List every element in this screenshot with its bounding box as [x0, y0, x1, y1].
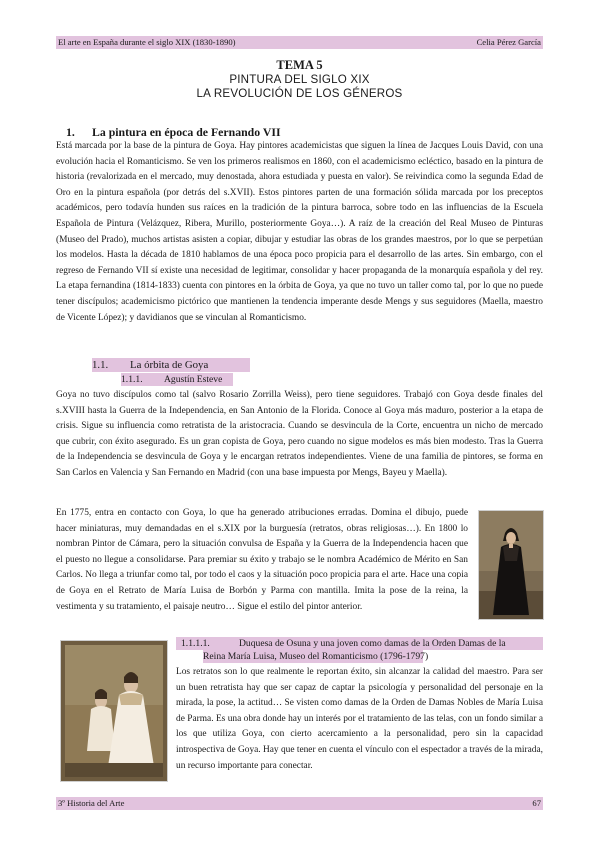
- section-1-1-1-number: 1.1.1.: [121, 374, 143, 385]
- title-subtitle: LA REVOLUCIÓN DE LOS GÉNEROS: [196, 87, 403, 100]
- page-number: 67: [532, 798, 541, 808]
- document-title: [56, 58, 543, 101]
- section-1-1-number: 1.1.: [92, 359, 109, 371]
- footer-course: 3º Historia del Arte: [58, 798, 125, 808]
- duquesa-de-osuna-illustration: [61, 641, 167, 781]
- portrait-maria-luisa-image: [478, 510, 544, 620]
- section-1-1-1-1-title-line-1: Duquesa de Osuna y una joven como damas de la Orden Damas de la: [239, 638, 506, 649]
- title-topic-number: TEMA 5: [276, 58, 323, 72]
- duquesa-de-osuna-painting-image: [60, 640, 168, 782]
- section-1-paragraph: Está marcada por la base de la pintura de Goya. Hay pintores academicistas que siguen la línea de Jacques Louis David, con una evolución hacia el Romanticismo. Se ven los primeros realismos en 1860, con el academicismo ecléctico, basado en la pintura de historia (revalorizada en el mercado, muy denostada, ahora estudiada y puesta en valor). Se reivindica como la segunda Edad de Oro en la pintura española (por detrás del s.XVII). Estos pintores parten de una formación sólida marcada por los preceptos académicos, pero todavía hunden sus raíces en la tradición de la pintura barroca, sobre todo en las influencias de la Escuela Española de Pintura (Velázquez, Ribera, Murillo, posteriormente Goya…). A raíz de la creación del Real Museo de Pinturas (Museo del Prado), muchos artistas asisten a copiar, dibujar y estudiar las obras de los grandes maestros, por lo que se perpetúan los modelos. Hasta la década de 1810 hablamos de una época poco propicia para el desarrollo de las artes. Sin embargo, con el regreso de Fernando VII sí existe una necesidad de legitimar, consolidar y hacer propaganda de la monarquía española y del rey. La etapa fernandina (1814-1833) cuenta con pintores en la órbita de Goya, ya que no tuvo un taller como tal, por lo que no puede tener discípulos; academicismo pictórico que mantienen la tendencia imperante desde Mengs y sus seguidores (Maella, maestro de Vicente López); y davidianos que se vinculan al Romanticismo.: [56, 141, 543, 323]
- section-1-heading: [66, 125, 281, 140]
- portrait-maria-luisa-illustration: [479, 511, 543, 619]
- section-1-1-1-title: Agustín Esteve: [164, 374, 223, 385]
- section-1-1-1-1-heading-line-1: [176, 637, 543, 650]
- section-1-1-1-1-heading: [176, 637, 543, 663]
- header-author: Celia Pérez García: [476, 37, 541, 47]
- section-1-1-1-paragraph-2: En 1775, entra en contacto con Goya, lo que ha generado atribuciones erradas. Domina el dibujo, puede hacer miniaturas, muy demandadas en el s.XIX por la burguesía (retratos, obras religiosas…). En 1800 lo nombran Pintor de Cámara, pero la situación convulsa de España y la Guerra de la Independencia hacen que el puesto no llegue a consolidarse. Para premiar su éxito y trabajo se le nombra Académico de Mérito en San Carlos. No llega a triunfar como tal, por todo el caos y la situación poco propicia para el arte. Hace una copia de Goya en el Retrato de María Luisa de Borbón y Parma con mantilla. Imita la pose de la reina, la vestimenta y su tratamiento, el paisaje neutro… Sigue el estilo del pintor anterior.: [56, 508, 468, 612]
- page-header: [56, 36, 543, 49]
- section-1-1-1-paragraph-1: Goya no tuvo discípulos como tal (salvo Rosario Zorrilla Weiss), pero tiene seguidores. Trabajó con Goya desde finales del s.XVIII hasta la Guerra de la Independencia, en San Antonio de la Florida. Conoce al Goya más maduro, posterior a la etapa de crisis. Sigue su influencia como retratista de la aristocracia. Cuando se desvincula de la Corte, encuentra un nicho de mercado que cubrir, con éxito asegurado. Es un gran copista de Goya, pero cuando no sigue modelos es más bien modesto. Tras la Guerra de la Independencia se desvincula de Goya y le encargan retratos independientes. Viene de una familia de pintores, se forma en San Carlos en Valencia y San Fernando en Madrid (con una base impuesta por Mengs, Bayeu y Maella).: [56, 390, 543, 478]
- section-1-1-title: La órbita de Goya: [130, 359, 209, 371]
- section-1-1-heading: [92, 358, 250, 372]
- section-1-number: 1.: [66, 125, 75, 139]
- section-1-1-1-1-paragraph: Los retratos son lo que realmente le reportan éxito, sin alcanzar la calidad del maestro. Para ser un buen retratista hay que ser capaz de captar la psicología y personalidad del personaje en la mirada, la pose, la actitud… Se visten como damas de la Orden de Damas Nobles de María Luisa de Parma. Es una obra donde hay un interés por el tratamiento de las telas, con un fondo similar a los que utiliza Goya, con cierto acercamiento a la personalidad, pero sin la capacidad introspectiva de Goya. Hay que tener en cuenta el vínculo con el espectador a través de la mirada, un recurso importante para conectar.: [176, 667, 543, 771]
- page-footer: [56, 797, 543, 810]
- section-1-title: La pintura en época de Fernando VII: [92, 125, 281, 139]
- section-1-1-1-1-title-line-2: Reina María Luisa, Museo del Romanticismo (1796-1797): [203, 651, 429, 662]
- header-course-title: El arte en España durante el siglo XIX (1830-1890): [58, 37, 236, 47]
- section-1-1-1-heading: [121, 373, 233, 386]
- title-subject: PINTURA DEL SIGLO XIX: [229, 73, 370, 86]
- section-1-1-1-1-number: 1.1.1.1.: [181, 638, 210, 649]
